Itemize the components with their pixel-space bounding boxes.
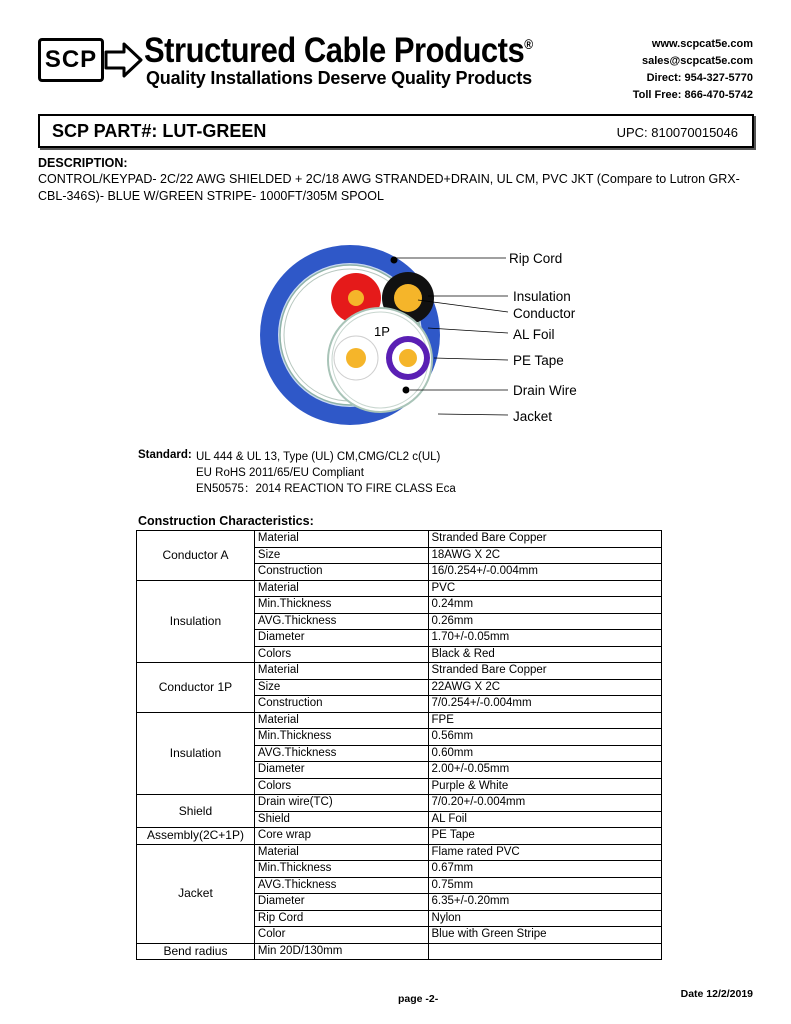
property-name: AVG.Thickness bbox=[254, 613, 428, 630]
construction-table bbox=[136, 530, 662, 960]
property-value: Black & Red bbox=[428, 646, 661, 663]
property-name: Shield bbox=[254, 811, 428, 828]
property-name: Rip Cord bbox=[254, 910, 428, 927]
property-value: Purple & White bbox=[428, 778, 661, 795]
property-value: AL Foil bbox=[428, 811, 661, 828]
property-value: Nylon bbox=[428, 910, 661, 927]
property-value bbox=[428, 943, 661, 960]
callout-jacket: Jacket bbox=[513, 409, 553, 424]
page-number: page -2- bbox=[398, 993, 439, 1005]
property-name: Material bbox=[254, 844, 428, 861]
property-name: Size bbox=[254, 679, 428, 696]
property-value: 6.35+/-0.20mm bbox=[428, 894, 661, 911]
drain-wire bbox=[403, 387, 410, 394]
group-name: Insulation bbox=[137, 712, 255, 795]
website-link[interactable]: www.scpcat5e.com bbox=[651, 38, 753, 50]
callout-insulation: Insulation bbox=[513, 289, 571, 304]
property-name: AVG.Thickness bbox=[254, 745, 428, 762]
property-name: Core wrap bbox=[254, 828, 428, 845]
property-name: Drain wire(TC) bbox=[254, 795, 428, 812]
logo-badge: SCP bbox=[38, 38, 104, 82]
description-title: DESCRIPTION: bbox=[38, 156, 128, 170]
part-number-box bbox=[38, 114, 754, 148]
standard-label: Standard: bbox=[138, 449, 192, 461]
table-row bbox=[137, 828, 662, 845]
property-name: Diameter bbox=[254, 894, 428, 911]
brand-name: Structured Cable Products® bbox=[144, 30, 533, 71]
property-value: Stranded Bare Copper bbox=[428, 531, 661, 548]
table-row bbox=[137, 943, 662, 960]
property-name: AVG.Thickness bbox=[254, 877, 428, 894]
table-row bbox=[137, 712, 662, 729]
property-name: Size bbox=[254, 547, 428, 564]
part-number: SCP PART#: LUT-GREEN bbox=[52, 121, 267, 141]
property-name: Min.Thickness bbox=[254, 861, 428, 878]
property-value: 0.60mm bbox=[428, 745, 661, 762]
property-value: Blue with Green Stripe bbox=[428, 927, 661, 944]
property-value: 0.75mm bbox=[428, 877, 661, 894]
property-value: Stranded Bare Copper bbox=[428, 663, 661, 680]
table-row bbox=[137, 580, 662, 597]
pair-label: 1P bbox=[374, 324, 390, 339]
direct-phone: Direct: 954-327-5770 bbox=[646, 72, 753, 84]
table-row bbox=[137, 663, 662, 680]
property-name: Material bbox=[254, 663, 428, 680]
property-name: Material bbox=[254, 531, 428, 548]
callout-pe-tape: PE Tape bbox=[513, 353, 564, 368]
property-value: 7/0.20+/-0.004mm bbox=[428, 795, 661, 812]
callout-rip-cord: Rip Cord bbox=[509, 251, 563, 266]
property-value: FPE bbox=[428, 712, 661, 729]
property-name: Min 20D/130mm bbox=[254, 943, 428, 960]
callout-al-foil: AL Foil bbox=[513, 327, 555, 342]
group-name: Conductor A bbox=[137, 531, 255, 581]
callout-drain-wire: Drain Wire bbox=[513, 383, 577, 398]
standard-line: UL 444 & UL 13, Type (UL) CM,CMG/CL2 c(UL) bbox=[196, 451, 441, 463]
property-name: Colors bbox=[254, 646, 428, 663]
property-value: 18AWG X 2C bbox=[428, 547, 661, 564]
property-name: Color bbox=[254, 927, 428, 944]
property-value: 16/0.254+/-0.004mm bbox=[428, 564, 661, 581]
group-name: Insulation bbox=[137, 580, 255, 663]
property-name: Colors bbox=[254, 778, 428, 795]
property-name: Construction bbox=[254, 696, 428, 713]
property-name: Min.Thickness bbox=[254, 597, 428, 614]
property-value: 22AWG X 2C bbox=[428, 679, 661, 696]
table-row bbox=[137, 795, 662, 812]
property-value: PE Tape bbox=[428, 828, 661, 845]
standard-line: EN50575：2014 REACTION TO FIRE CLASS Eca bbox=[196, 483, 456, 495]
upc-code: UPC: 810070015046 bbox=[616, 125, 738, 140]
group-name: Conductor 1P bbox=[137, 663, 255, 713]
group-name: Shield bbox=[137, 795, 255, 828]
property-value: PVC bbox=[428, 580, 661, 597]
property-name: Material bbox=[254, 712, 428, 729]
property-value: 0.24mm bbox=[428, 597, 661, 614]
property-name: Material bbox=[254, 580, 428, 597]
property-value: 2.00+/-0.05mm bbox=[428, 762, 661, 779]
toll-free-phone: Toll Free: 866-470-5742 bbox=[632, 89, 753, 101]
property-name: Construction bbox=[254, 564, 428, 581]
table-row bbox=[137, 844, 662, 861]
property-name: Diameter bbox=[254, 762, 428, 779]
group-name: Jacket bbox=[137, 844, 255, 943]
logo-arrow-icon bbox=[104, 40, 144, 80]
cable-cross-section-diagram bbox=[258, 240, 598, 430]
group-name: Assembly(2C+1P) bbox=[137, 828, 255, 845]
property-name: Min.Thickness bbox=[254, 729, 428, 746]
property-value: 0.26mm bbox=[428, 613, 661, 630]
document-date: Date 12/2/2019 bbox=[680, 988, 753, 1000]
email-link[interactable]: sales@scpcat5e.com bbox=[641, 55, 753, 67]
property-value: 0.67mm bbox=[428, 861, 661, 878]
contact-block bbox=[633, 36, 753, 104]
construction-title: Construction Characteristics: bbox=[138, 514, 314, 528]
property-value: 0.56mm bbox=[428, 729, 661, 746]
property-name: Diameter bbox=[254, 630, 428, 647]
callout-conductor: Conductor bbox=[513, 306, 576, 321]
property-value: 1.70+/-0.05mm bbox=[428, 630, 661, 647]
rip-cord bbox=[391, 257, 398, 264]
description-text: CONTROL/KEYPAD- 2C/22 AWG SHIELDED + 2C/18 AWG STRANDED+DRAIN, UL CM, PVC JKT (Compare to Lutron GRX-CBL-346S)- BLUE W/GREEN STRIPE- 1000FT/305M SPOOL bbox=[38, 172, 740, 203]
brand-tagline: Quality Installations Deserve Quality Products bbox=[146, 68, 532, 88]
group-name: Bend radius bbox=[137, 943, 255, 960]
standard-lines bbox=[196, 449, 456, 497]
table-row bbox=[137, 531, 662, 548]
property-value: Flame rated PVC bbox=[428, 844, 661, 861]
property-value: 7/0.254+/-0.004mm bbox=[428, 696, 661, 713]
standard-line: EU RoHS 2011/65/EU Compliant bbox=[196, 467, 364, 479]
